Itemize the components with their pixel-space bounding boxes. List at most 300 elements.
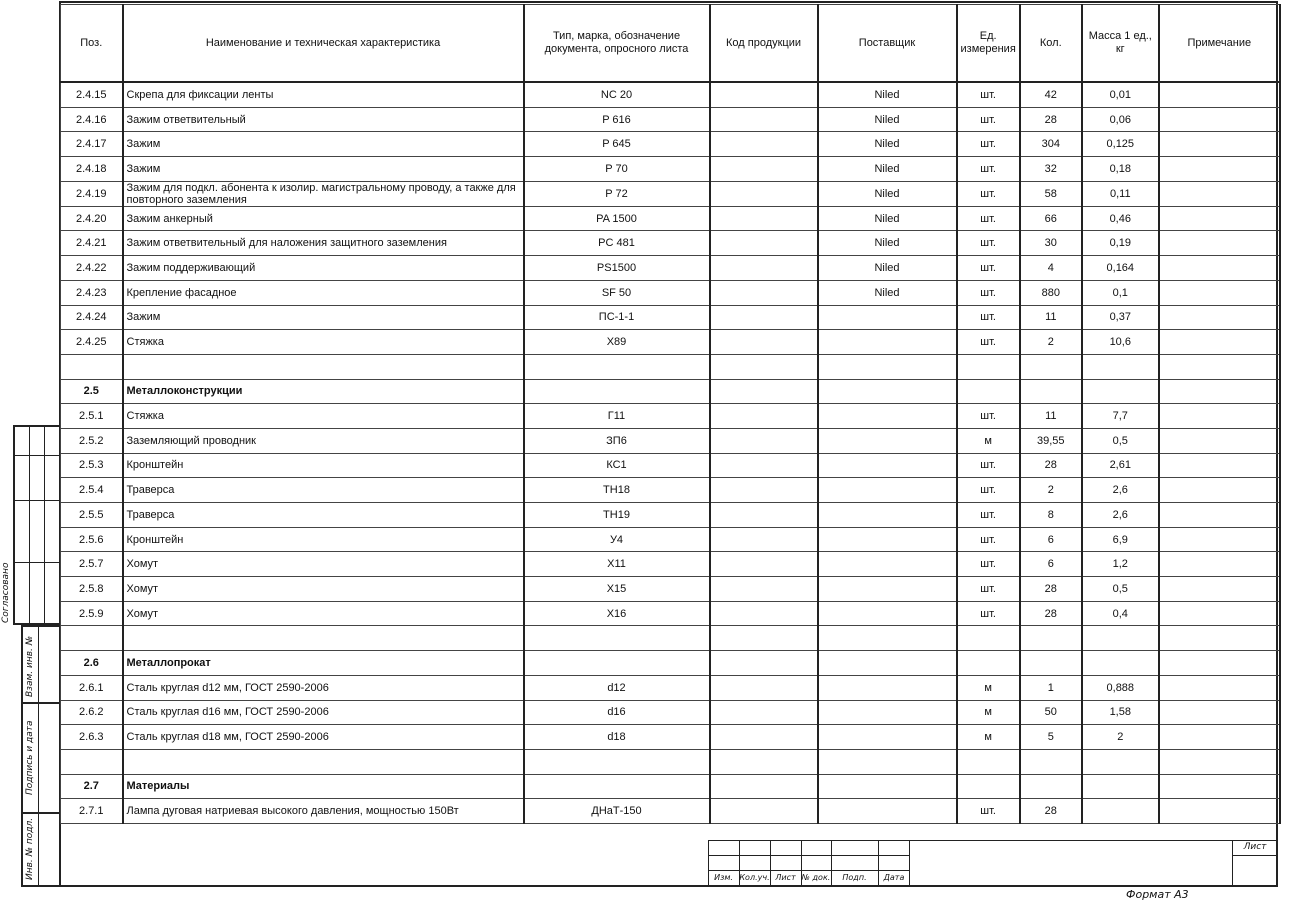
- header-note: Примечание: [1159, 5, 1280, 83]
- cell-pos: [61, 626, 123, 651]
- cell-type: SF 50: [524, 280, 710, 305]
- cell-mass: [1082, 749, 1159, 774]
- table-row: [61, 404, 1280, 429]
- cell-code: [710, 799, 818, 824]
- cell-code: [710, 157, 818, 182]
- cell-supplier: Niled: [818, 231, 957, 256]
- cell-supplier: [818, 552, 957, 577]
- cell-unit: м: [957, 725, 1020, 750]
- cell-supplier: [818, 577, 957, 602]
- cell-code: [710, 379, 818, 404]
- cell-unit: [957, 626, 1020, 651]
- cell-mass: 0,11: [1082, 181, 1159, 206]
- cell-code: [710, 132, 818, 157]
- cell-pos: 2.5: [61, 379, 123, 404]
- cell-qty: 58: [1020, 181, 1082, 206]
- cell-qty: [1020, 651, 1082, 676]
- cell-code: [710, 453, 818, 478]
- cell-name: Хомут: [123, 601, 524, 626]
- section-row: [61, 379, 1280, 404]
- cell-note: [1159, 626, 1280, 651]
- cell-supplier: [818, 651, 957, 676]
- cell-pos: 2.4.15: [61, 82, 123, 107]
- cell-note: [1159, 675, 1280, 700]
- tb-sheet-label: Лист: [1243, 842, 1267, 852]
- cell-mass: 0,18: [1082, 157, 1159, 182]
- table-row: [61, 675, 1280, 700]
- cell-name: Крепление фасадное: [123, 280, 524, 305]
- cell-pos: 2.5.3: [61, 453, 123, 478]
- cell-note: [1159, 453, 1280, 478]
- cell-name: Металлопрокат: [123, 651, 524, 676]
- cell-unit: м: [957, 428, 1020, 453]
- cell-type: ДНаТ-150: [524, 799, 710, 824]
- cell-supplier: [818, 774, 957, 799]
- cell-code: [710, 256, 818, 281]
- cell-name: Зажим анкерный: [123, 206, 524, 231]
- cell-qty: [1020, 774, 1082, 799]
- cell-type: Г11: [524, 404, 710, 429]
- header-type: Тип, марка, обозначение документа, опросного листа: [524, 5, 710, 83]
- cell-qty: 28: [1020, 601, 1082, 626]
- format-label: Формат А3: [1126, 888, 1189, 901]
- table-header-row: [61, 5, 1280, 83]
- cell-supplier: [818, 503, 957, 528]
- cell-unit: м: [957, 675, 1020, 700]
- cell-note: [1159, 527, 1280, 552]
- cell-mass: 0,46: [1082, 206, 1159, 231]
- cell-supplier: Niled: [818, 107, 957, 132]
- cell-supplier: Niled: [818, 280, 957, 305]
- table-row: [61, 428, 1280, 453]
- cell-pos: 2.6: [61, 651, 123, 676]
- section-row: [61, 774, 1280, 799]
- cell-pos: 2.5.4: [61, 478, 123, 503]
- cell-type: d18: [524, 725, 710, 750]
- table-row: [61, 626, 1280, 651]
- cell-pos: 2.6.1: [61, 675, 123, 700]
- tb-label-ndok: № док.: [801, 873, 831, 882]
- cell-unit: шт.: [957, 181, 1020, 206]
- cell-code: [710, 404, 818, 429]
- header-mass: Масса 1 ед., кг: [1082, 5, 1159, 83]
- cell-qty: [1020, 626, 1082, 651]
- tb-label-izm: Изм.: [714, 873, 733, 882]
- cell-supplier: [818, 626, 957, 651]
- table-row: [61, 157, 1280, 182]
- cell-pos: 2.5.6: [61, 527, 123, 552]
- cell-unit: шт.: [957, 799, 1020, 824]
- cell-unit: шт.: [957, 231, 1020, 256]
- cell-pos: 2.5.5: [61, 503, 123, 528]
- table-row: [61, 478, 1280, 503]
- cell-mass: 0,1: [1082, 280, 1159, 305]
- cell-type: ТН18: [524, 478, 710, 503]
- cell-pos: 2.5.7: [61, 552, 123, 577]
- cell-unit: шт.: [957, 527, 1020, 552]
- cell-qty: 32: [1020, 157, 1082, 182]
- cell-name: Материалы: [123, 774, 524, 799]
- cell-type: d12: [524, 675, 710, 700]
- cell-pos: [61, 749, 123, 774]
- tb-label-date: Дата: [883, 873, 905, 882]
- cell-name: Стяжка: [123, 330, 524, 355]
- cell-type: Х16: [524, 601, 710, 626]
- cell-note: [1159, 601, 1280, 626]
- cell-type: d16: [524, 700, 710, 725]
- cell-code: [710, 231, 818, 256]
- cell-supplier: [818, 799, 957, 824]
- cell-name: Стяжка: [123, 404, 524, 429]
- cell-code: [710, 181, 818, 206]
- table-row: [61, 749, 1280, 774]
- cell-qty: 42: [1020, 82, 1082, 107]
- table-row: [61, 354, 1280, 379]
- cell-note: [1159, 256, 1280, 281]
- cell-name: Сталь круглая d12 мм, ГОСТ 2590-2006: [123, 675, 524, 700]
- cell-mass: [1082, 626, 1159, 651]
- cell-name: Хомут: [123, 552, 524, 577]
- cell-type: P 70: [524, 157, 710, 182]
- cell-supplier: Niled: [818, 206, 957, 231]
- cell-qty: 28: [1020, 453, 1082, 478]
- cell-type: [524, 354, 710, 379]
- title-block: [708, 840, 1278, 887]
- cell-qty: 11: [1020, 404, 1082, 429]
- cell-note: [1159, 107, 1280, 132]
- cell-mass: 2,61: [1082, 453, 1159, 478]
- table-row: [61, 577, 1280, 602]
- cell-supplier: [818, 749, 957, 774]
- cell-mass: [1082, 379, 1159, 404]
- cell-name: Лампа дуговая натриевая высокого давления, мощностью 150Вт: [123, 799, 524, 824]
- cell-unit: шт.: [957, 305, 1020, 330]
- cell-qty: [1020, 354, 1082, 379]
- cell-supplier: [818, 404, 957, 429]
- agreed-label: Согласовано: [1, 562, 11, 623]
- cell-unit: шт.: [957, 132, 1020, 157]
- cell-supplier: Niled: [818, 82, 957, 107]
- cell-unit: [957, 354, 1020, 379]
- cell-type: Х11: [524, 552, 710, 577]
- cell-mass: 1,2: [1082, 552, 1159, 577]
- table-row: [61, 181, 1280, 206]
- cell-unit: шт.: [957, 478, 1020, 503]
- cell-qty: 30: [1020, 231, 1082, 256]
- cell-mass: 1,58: [1082, 700, 1159, 725]
- table-row: [61, 725, 1280, 750]
- cell-unit: шт.: [957, 453, 1020, 478]
- header-unit: Ед. измерения: [957, 5, 1020, 83]
- cell-name: Сталь круглая d16 мм, ГОСТ 2590-2006: [123, 700, 524, 725]
- header-pos: Поз.: [61, 5, 123, 83]
- cell-type: PA 1500: [524, 206, 710, 231]
- cell-code: [710, 206, 818, 231]
- cell-supplier: [818, 354, 957, 379]
- cell-type: ПС-1-1: [524, 305, 710, 330]
- cell-name: Хомут: [123, 577, 524, 602]
- cell-supplier: Niled: [818, 256, 957, 281]
- cell-qty: 11: [1020, 305, 1082, 330]
- cell-qty: 66: [1020, 206, 1082, 231]
- cell-supplier: [818, 675, 957, 700]
- cell-pos: 2.6.2: [61, 700, 123, 725]
- cell-name: Зажим поддерживающий: [123, 256, 524, 281]
- cell-unit: [957, 774, 1020, 799]
- cell-type: P 645: [524, 132, 710, 157]
- cell-code: [710, 354, 818, 379]
- table-row: [61, 256, 1280, 281]
- cell-unit: шт.: [957, 157, 1020, 182]
- cell-pos: 2.4.22: [61, 256, 123, 281]
- cell-type: [524, 626, 710, 651]
- specification-table: [60, 4, 1281, 824]
- cell-pos: 2.4.20: [61, 206, 123, 231]
- cell-supplier: [818, 428, 957, 453]
- cell-name: Металлоконструкции: [123, 379, 524, 404]
- cell-unit: м: [957, 700, 1020, 725]
- cell-unit: [957, 651, 1020, 676]
- cell-pos: 2.4.23: [61, 280, 123, 305]
- cell-name: Скрепа для фиксации ленты: [123, 82, 524, 107]
- cell-supplier: Niled: [818, 132, 957, 157]
- cell-code: [710, 280, 818, 305]
- header-qty: Кол.: [1020, 5, 1082, 83]
- cell-code: [710, 527, 818, 552]
- cell-supplier: Niled: [818, 181, 957, 206]
- cell-name: [123, 749, 524, 774]
- cell-type: [524, 774, 710, 799]
- cell-mass: 0,125: [1082, 132, 1159, 157]
- cell-note: [1159, 305, 1280, 330]
- cell-type: X89: [524, 330, 710, 355]
- cell-qty: 1: [1020, 675, 1082, 700]
- cell-code: [710, 626, 818, 651]
- cell-note: [1159, 157, 1280, 182]
- cell-type: P 72: [524, 181, 710, 206]
- cell-mass: [1082, 651, 1159, 676]
- cell-type: КС1: [524, 453, 710, 478]
- cell-qty: 5: [1020, 725, 1082, 750]
- cell-note: [1159, 749, 1280, 774]
- cell-unit: шт.: [957, 330, 1020, 355]
- table-row: [61, 601, 1280, 626]
- cell-name: Кронштейн: [123, 453, 524, 478]
- cell-note: [1159, 354, 1280, 379]
- cell-unit: [957, 749, 1020, 774]
- cell-qty: 50: [1020, 700, 1082, 725]
- cell-unit: шт.: [957, 206, 1020, 231]
- cell-pos: 2.6.3: [61, 725, 123, 750]
- cell-unit: шт.: [957, 404, 1020, 429]
- cell-pos: 2.5.8: [61, 577, 123, 602]
- cell-qty: 880: [1020, 280, 1082, 305]
- cell-note: [1159, 231, 1280, 256]
- cell-type: NC 20: [524, 82, 710, 107]
- cell-qty: [1020, 379, 1082, 404]
- table-row: [61, 527, 1280, 552]
- cell-note: [1159, 280, 1280, 305]
- cell-supplier: [818, 478, 957, 503]
- cell-pos: 2.7.1: [61, 799, 123, 824]
- cell-note: [1159, 651, 1280, 676]
- cell-unit: шт.: [957, 280, 1020, 305]
- cell-type: PS1500: [524, 256, 710, 281]
- cell-mass: [1082, 774, 1159, 799]
- cell-code: [710, 725, 818, 750]
- cell-code: [710, 577, 818, 602]
- cell-mass: 6,9: [1082, 527, 1159, 552]
- cell-name: Зажим для подкл. абонента к изолир. магистральному проводу, а также для повторного заземления: [123, 181, 524, 206]
- cell-supplier: [818, 453, 957, 478]
- cell-note: [1159, 725, 1280, 750]
- cell-name: Траверса: [123, 503, 524, 528]
- cell-name: Зажим: [123, 157, 524, 182]
- cell-code: [710, 749, 818, 774]
- cell-note: [1159, 379, 1280, 404]
- cell-name: [123, 626, 524, 651]
- cell-mass: 2,6: [1082, 503, 1159, 528]
- cell-supplier: [818, 527, 957, 552]
- cell-note: [1159, 503, 1280, 528]
- cell-mass: [1082, 799, 1159, 824]
- cell-type: ТН19: [524, 503, 710, 528]
- cell-mass: 0,19: [1082, 231, 1159, 256]
- cell-mass: 0,5: [1082, 428, 1159, 453]
- cell-code: [710, 651, 818, 676]
- cell-qty: 6: [1020, 552, 1082, 577]
- cell-pos: 2.4.18: [61, 157, 123, 182]
- cell-name: Траверса: [123, 478, 524, 503]
- header-supplier: Поставщик: [818, 5, 957, 83]
- cell-mass: 0,06: [1082, 107, 1159, 132]
- cell-type: У4: [524, 527, 710, 552]
- cell-note: [1159, 799, 1280, 824]
- cell-qty: 2: [1020, 330, 1082, 355]
- cell-note: [1159, 774, 1280, 799]
- cell-mass: 0,4: [1082, 601, 1159, 626]
- cell-name: Сталь круглая d18 мм, ГОСТ 2590-2006: [123, 725, 524, 750]
- cell-type: [524, 379, 710, 404]
- cell-pos: 2.4.19: [61, 181, 123, 206]
- inv-label: Инв. № подл.: [25, 817, 35, 880]
- cell-qty: 2: [1020, 478, 1082, 503]
- cell-unit: шт.: [957, 256, 1020, 281]
- table-row: [61, 280, 1280, 305]
- cell-note: [1159, 206, 1280, 231]
- cell-qty: 28: [1020, 107, 1082, 132]
- cell-pos: 2.4.21: [61, 231, 123, 256]
- cell-note: [1159, 181, 1280, 206]
- table-row: [61, 453, 1280, 478]
- cell-mass: 0,5: [1082, 577, 1159, 602]
- table-row: [61, 330, 1280, 355]
- cell-type: [524, 749, 710, 774]
- cell-pos: 2.4.25: [61, 330, 123, 355]
- table-row: [61, 107, 1280, 132]
- cell-qty: 6: [1020, 527, 1082, 552]
- cell-code: [710, 503, 818, 528]
- table-row: [61, 700, 1280, 725]
- cell-note: [1159, 82, 1280, 107]
- cell-type: ЗП6: [524, 428, 710, 453]
- cell-code: [710, 552, 818, 577]
- cell-qty: [1020, 749, 1082, 774]
- cell-qty: 304: [1020, 132, 1082, 157]
- cell-unit: [957, 379, 1020, 404]
- cell-pos: 2.4.24: [61, 305, 123, 330]
- cell-type: [524, 651, 710, 676]
- cell-type: Х15: [524, 577, 710, 602]
- cell-supplier: Niled: [818, 157, 957, 182]
- cell-code: [710, 107, 818, 132]
- cell-unit: шт.: [957, 601, 1020, 626]
- cell-code: [710, 675, 818, 700]
- cell-unit: шт.: [957, 107, 1020, 132]
- cell-mass: 0,01: [1082, 82, 1159, 107]
- cell-supplier: [818, 379, 957, 404]
- cell-supplier: [818, 601, 957, 626]
- cell-code: [710, 305, 818, 330]
- cell-code: [710, 82, 818, 107]
- header-code: Код продукции: [710, 5, 818, 83]
- cell-type: PC 481: [524, 231, 710, 256]
- cell-name: Зажим: [123, 132, 524, 157]
- tb-label-list: Лист: [775, 873, 796, 882]
- cell-code: [710, 774, 818, 799]
- cell-pos: 2.4.16: [61, 107, 123, 132]
- cell-note: [1159, 330, 1280, 355]
- signature-date-label: Подпись и дата: [25, 720, 35, 795]
- cell-name: [123, 354, 524, 379]
- table-row: [61, 799, 1280, 824]
- cell-pos: 2.4.17: [61, 132, 123, 157]
- table-row: [61, 132, 1280, 157]
- header-name: Наименование и техническая характеристика: [123, 5, 524, 83]
- cell-qty: 8: [1020, 503, 1082, 528]
- cell-note: [1159, 478, 1280, 503]
- cell-unit: шт.: [957, 503, 1020, 528]
- cell-mass: 0,37: [1082, 305, 1159, 330]
- cell-pos: 2.7: [61, 774, 123, 799]
- cell-supplier: [818, 725, 957, 750]
- cell-type: P 616: [524, 107, 710, 132]
- cell-qty: 28: [1020, 799, 1082, 824]
- cell-pos: [61, 354, 123, 379]
- cell-mass: 2: [1082, 725, 1159, 750]
- table-row: [61, 305, 1280, 330]
- cell-note: [1159, 404, 1280, 429]
- cell-qty: 39,55: [1020, 428, 1082, 453]
- cell-code: [710, 428, 818, 453]
- cell-qty: 4: [1020, 256, 1082, 281]
- cell-mass: 0,164: [1082, 256, 1159, 281]
- cell-pos: 2.5.2: [61, 428, 123, 453]
- table-row: [61, 231, 1280, 256]
- cell-note: [1159, 700, 1280, 725]
- table-row: [61, 552, 1280, 577]
- cell-qty: 28: [1020, 577, 1082, 602]
- cell-supplier: [818, 305, 957, 330]
- table-row: [61, 503, 1280, 528]
- tb-label-kolch: Кол.уч.: [739, 873, 770, 882]
- cell-unit: шт.: [957, 82, 1020, 107]
- cell-supplier: [818, 700, 957, 725]
- cell-note: [1159, 428, 1280, 453]
- cell-pos: 2.5.9: [61, 601, 123, 626]
- cell-code: [710, 601, 818, 626]
- cell-note: [1159, 552, 1280, 577]
